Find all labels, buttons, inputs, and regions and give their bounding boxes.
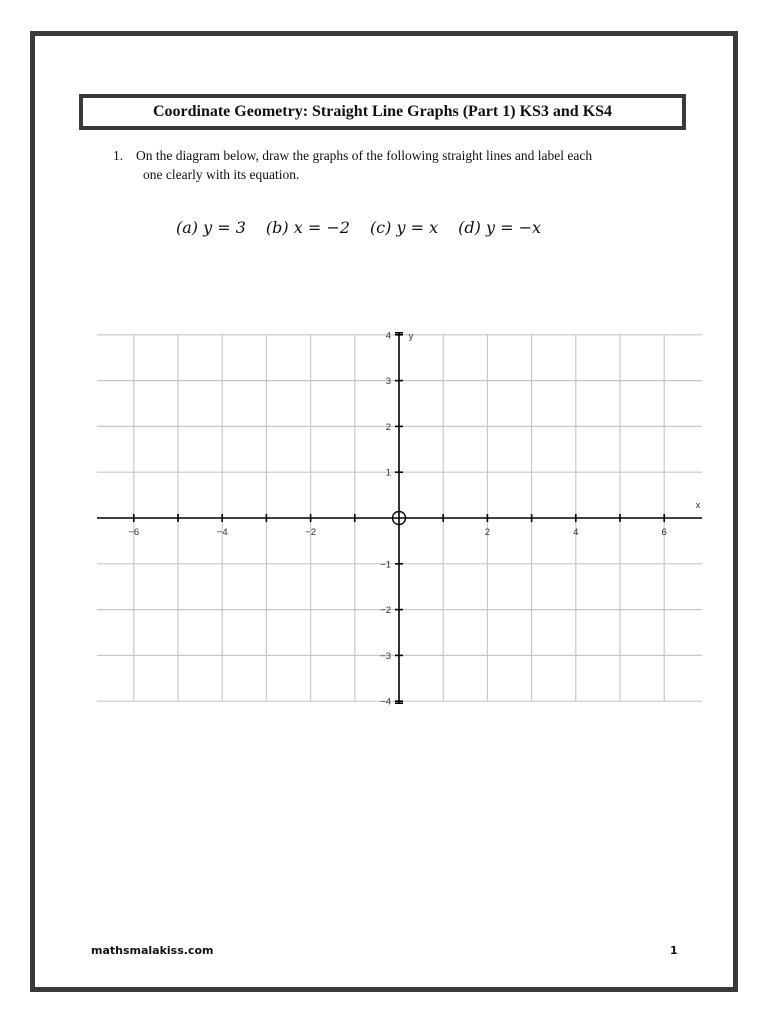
equation-list [176, 218, 561, 237]
worksheet-title: Coordinate Geometry: Straight Line Graphs (Part 1) KS3 and KS4 [152, 103, 613, 120]
x-tick-label: 2 [484, 527, 491, 538]
equation-c-label: (c) [369, 218, 392, 237]
equation-d-label: (d) [458, 218, 481, 237]
question-number: 1. [113, 148, 124, 163]
y-tick-label: 2 [385, 421, 391, 433]
equation-c [370, 218, 438, 237]
footer-website: mathsmalakiss.com [91, 944, 214, 957]
x-tick-label: −4 [216, 527, 228, 538]
x-tick-label: −6 [128, 527, 140, 538]
y-tick-label: −3 [380, 650, 391, 662]
title-box [79, 94, 686, 130]
equation-c-text: y = x [396, 218, 439, 237]
question-text-line-2: one clearly with its equation. [143, 167, 300, 182]
equation-b [266, 218, 350, 237]
y-tick-label: 3 [385, 376, 391, 388]
equation-d [458, 218, 541, 237]
y-tick-label: 4 [385, 330, 391, 342]
x-tick-label: 4 [573, 527, 579, 538]
equation-a-label: (a) [176, 218, 199, 237]
question-text-line-1: On the diagram below, draw the graphs of the following straight lines and label each [136, 148, 593, 163]
y-tick-label: −1 [380, 559, 391, 571]
y-tick-label: −2 [380, 605, 391, 617]
equation-a [176, 218, 246, 237]
equation-b-label: (b) [265, 218, 289, 237]
y-axis-label: y [408, 330, 414, 342]
equation-d-text: y = −x [485, 218, 541, 237]
y-tick-label: 1 [385, 467, 391, 479]
x-axis-label: x [695, 500, 701, 511]
x-tick-label: −2 [305, 527, 317, 538]
equation-a-text: y = 3 [203, 218, 246, 237]
x-tick-label: 6 [661, 527, 667, 538]
y-tick-label: −4 [380, 696, 391, 708]
footer-page-number: 1 [670, 944, 678, 957]
equation-b-text: x = −2 [293, 218, 350, 237]
page-frame [30, 31, 738, 992]
